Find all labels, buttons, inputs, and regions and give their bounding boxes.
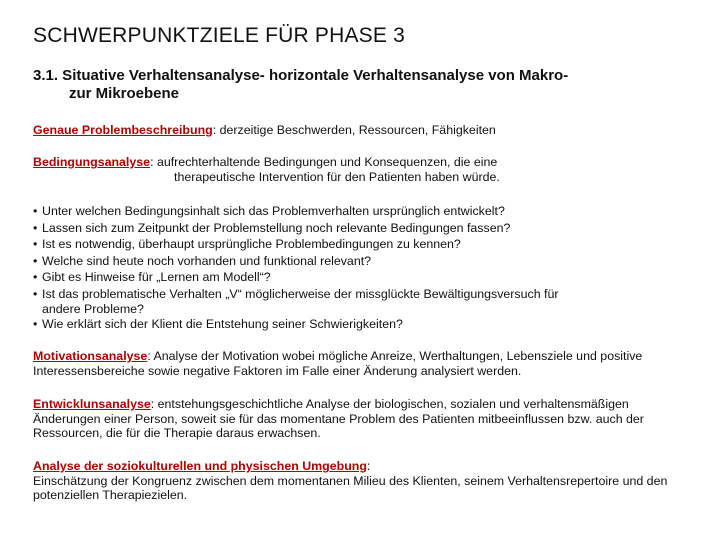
list-item: • Wie erklärt sich der Klient die Entstehung seiner Schwierigkeiten?: [33, 316, 693, 333]
sociocultural-colon: :: [366, 459, 371, 473]
section-heading: [33, 67, 693, 103]
section-heading-line2: zur Mikroebene: [69, 85, 180, 102]
list-item: • Gibt es Hinweise für „Lernen am Modell“?: [33, 269, 693, 286]
list-item: • Ist das problematische Verhalten „V“ möglicherweise der missglückte Bewältigungsversuch für andere Probleme?: [33, 286, 693, 316]
condition-text-line2: therapeutische Intervention für den Patienten haben würde.: [174, 169, 500, 184]
sociocultural-term: Analyse der soziokulturellen und physischen Umgebung: [33, 459, 367, 473]
sociocultural-text: Einschätzung der Kongruenz zwischen dem momentanen Milieu des Klienten, seinem Verhaltensrepertoire und den potenziellen Therapiezielen.: [33, 473, 668, 502]
motivation-analysis: [33, 349, 693, 378]
development-analysis: [33, 397, 693, 441]
problem-term: Genaue Problembeschreibung: [33, 123, 213, 137]
motivation-term: Motivationsanalyse: [33, 349, 148, 363]
question-list: [33, 203, 693, 332]
motivation-text: : Analyse der Motivation wobei mögliche Anreize, Werthaltungen, Lebensziele und positive Interessensbereiche sowie negative Faktoren im Falle einer Änderung analysiert werden.: [33, 349, 643, 378]
list-item: • Lassen sich zum Zeitpunkt der Problemstellung noch relevante Bedingungen fassen?: [33, 220, 693, 237]
list-item: • Welche sind heute noch vorhanden und funktional relevant?: [33, 253, 693, 270]
list-item: • Unter welchen Bedingungsinhalt sich das Problemverhalten ursprünglich entwickelt?: [33, 203, 693, 220]
condition-text-line1: : aufrechterhaltende Bedingungen und Konsequenzen, die eine: [150, 155, 498, 169]
development-text: : entstehungsgeschichtliche Analyse der biologischen, sozialen und verhaltensmäßigen Änderungen einer Person, soweit sie für das momentane Problem des Patienten mitbeeinflussen bzw. auch der Ressourcen, die für die Therapie daraus erwachsen.: [33, 397, 644, 440]
list-item-continuation: andere Probleme?: [42, 301, 144, 316]
page-title: SCHWERPUNKTZIELE FÜR PHASE 3: [33, 24, 405, 47]
condition-analysis: [33, 155, 693, 184]
list-item: • Ist es notwendig, überhaupt ursprüngliche Problembedingungen zu kennen?: [33, 236, 693, 253]
problem-text: : derzeitige Beschwerden, Ressourcen, Fähigkeiten: [212, 123, 496, 137]
problem-description: [33, 123, 693, 138]
development-term: Entwicklunsanalyse: [33, 397, 151, 411]
sociocultural-analysis: [33, 459, 693, 503]
section-heading-line1: 3.1. Situative Verhaltensanalyse- horizontale Verhaltensanalyse von Makro-: [33, 67, 569, 84]
condition-term: Bedingungsanalyse: [33, 155, 151, 169]
